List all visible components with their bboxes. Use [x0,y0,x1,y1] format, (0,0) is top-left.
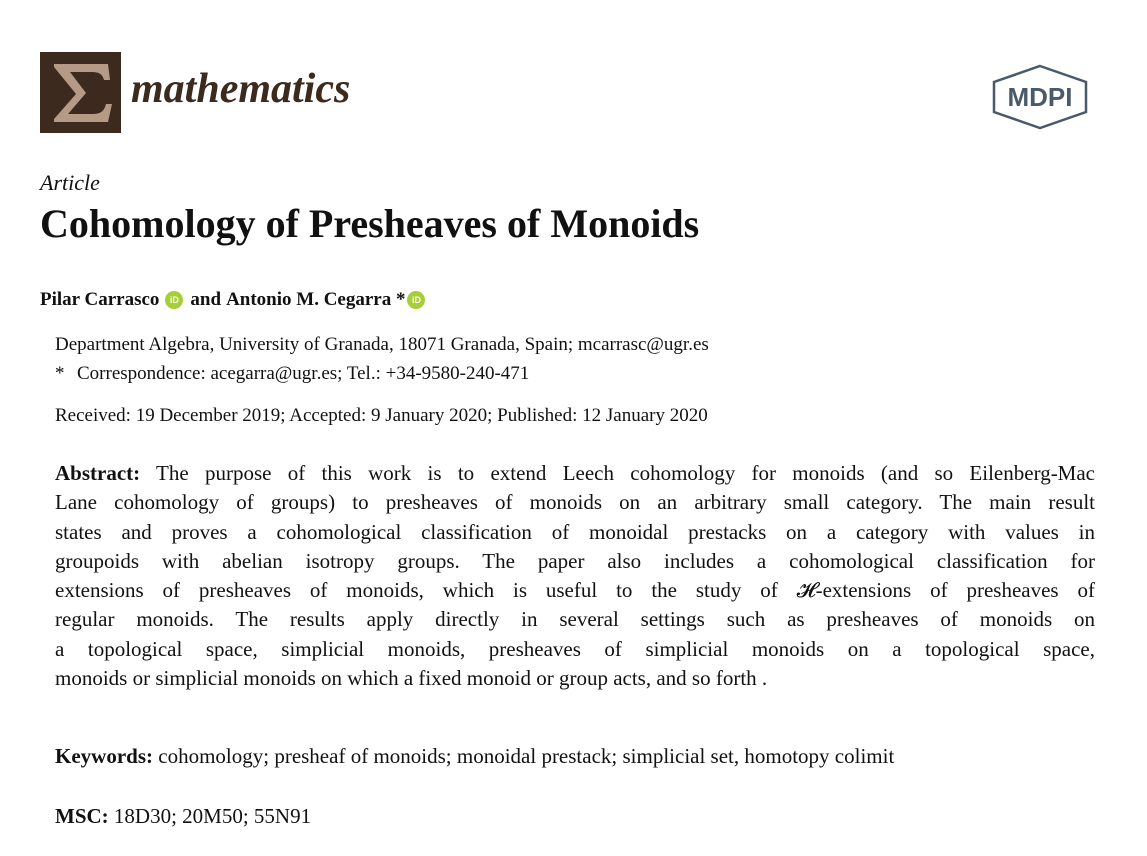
abstract-line: states and proves a cohomological classification of monoidal prestacks on a category with values in [55,519,1095,544]
msc-codes [55,802,311,831]
author-separator: and [190,289,222,310]
orcid-icon[interactable]: iD [165,291,183,309]
msc-text: 18D30; 20M50; 55N91 [113,804,312,828]
abstract-line: monoids or simplicial monoids on which a fixed monoid or group acts, and so forth . [55,666,768,691]
affiliation: Department Algebra, University of Granada, 18071 Granada, Spain; mcarrasc@ugr.es [55,334,709,355]
abstract-label: Abstract: [55,461,141,485]
author-name: Pilar Carrasco [40,289,160,310]
author-list [40,287,430,313]
abstract-line: groupoids with abelian isotropy groups. The paper also includes a cohomological classification for [55,548,1095,573]
author-name: Antonio M. Cegarra * [226,289,406,310]
sigma-icon [46,58,116,128]
keywords-text: cohomology; presheaf of monoids; monoidal prestack; simplicial set, homotopy colimit [158,744,895,768]
correspondence-text: Correspondence: acegarra@ugr.es; Tel.: +34-9580-240-471 [77,363,530,384]
journal-name: mathematics [131,66,351,112]
journal-logo [40,52,121,133]
publisher-logo [990,64,1090,135]
mdpi-hexagon-icon [990,64,1090,130]
abstract-line: extensions of presheaves of monoids, which is useful to the study of 𝓗-extensions of presheaves of [55,578,1095,603]
keywords-label: Keywords: [55,744,153,768]
publication-dates: Received: 19 December 2019; Accepted: 9 January 2020; Published: 12 January 2020 [55,405,708,426]
mdpi-logo-text: MDPI [1007,82,1073,112]
abstract-line: Abstract: The purpose of this work is to extend Leech cohomology for monoids (and so Eilenberg-Mac [55,461,1095,485]
keywords [55,742,894,771]
abstract-line: Lane cohomology of groups) to presheaves of monoids on an arbitrary small category. The main result [55,490,1095,515]
correspondence [55,361,529,387]
article-title: Cohomology of Presheaves of Monoids [40,201,700,246]
abstract-line: regular monoids. The results apply directly in several settings such as presheaves of monoids on [55,607,1095,632]
abstract-line: a topological space, simplicial monoids, presheaves of simplicial monoids on a topological space, [55,636,1095,661]
correspondence-marker: * [55,363,65,384]
article-type: Article [40,170,100,195]
msc-label: MSC: [55,804,109,828]
abstract [55,459,1095,693]
orcid-icon[interactable]: iD [407,291,425,309]
